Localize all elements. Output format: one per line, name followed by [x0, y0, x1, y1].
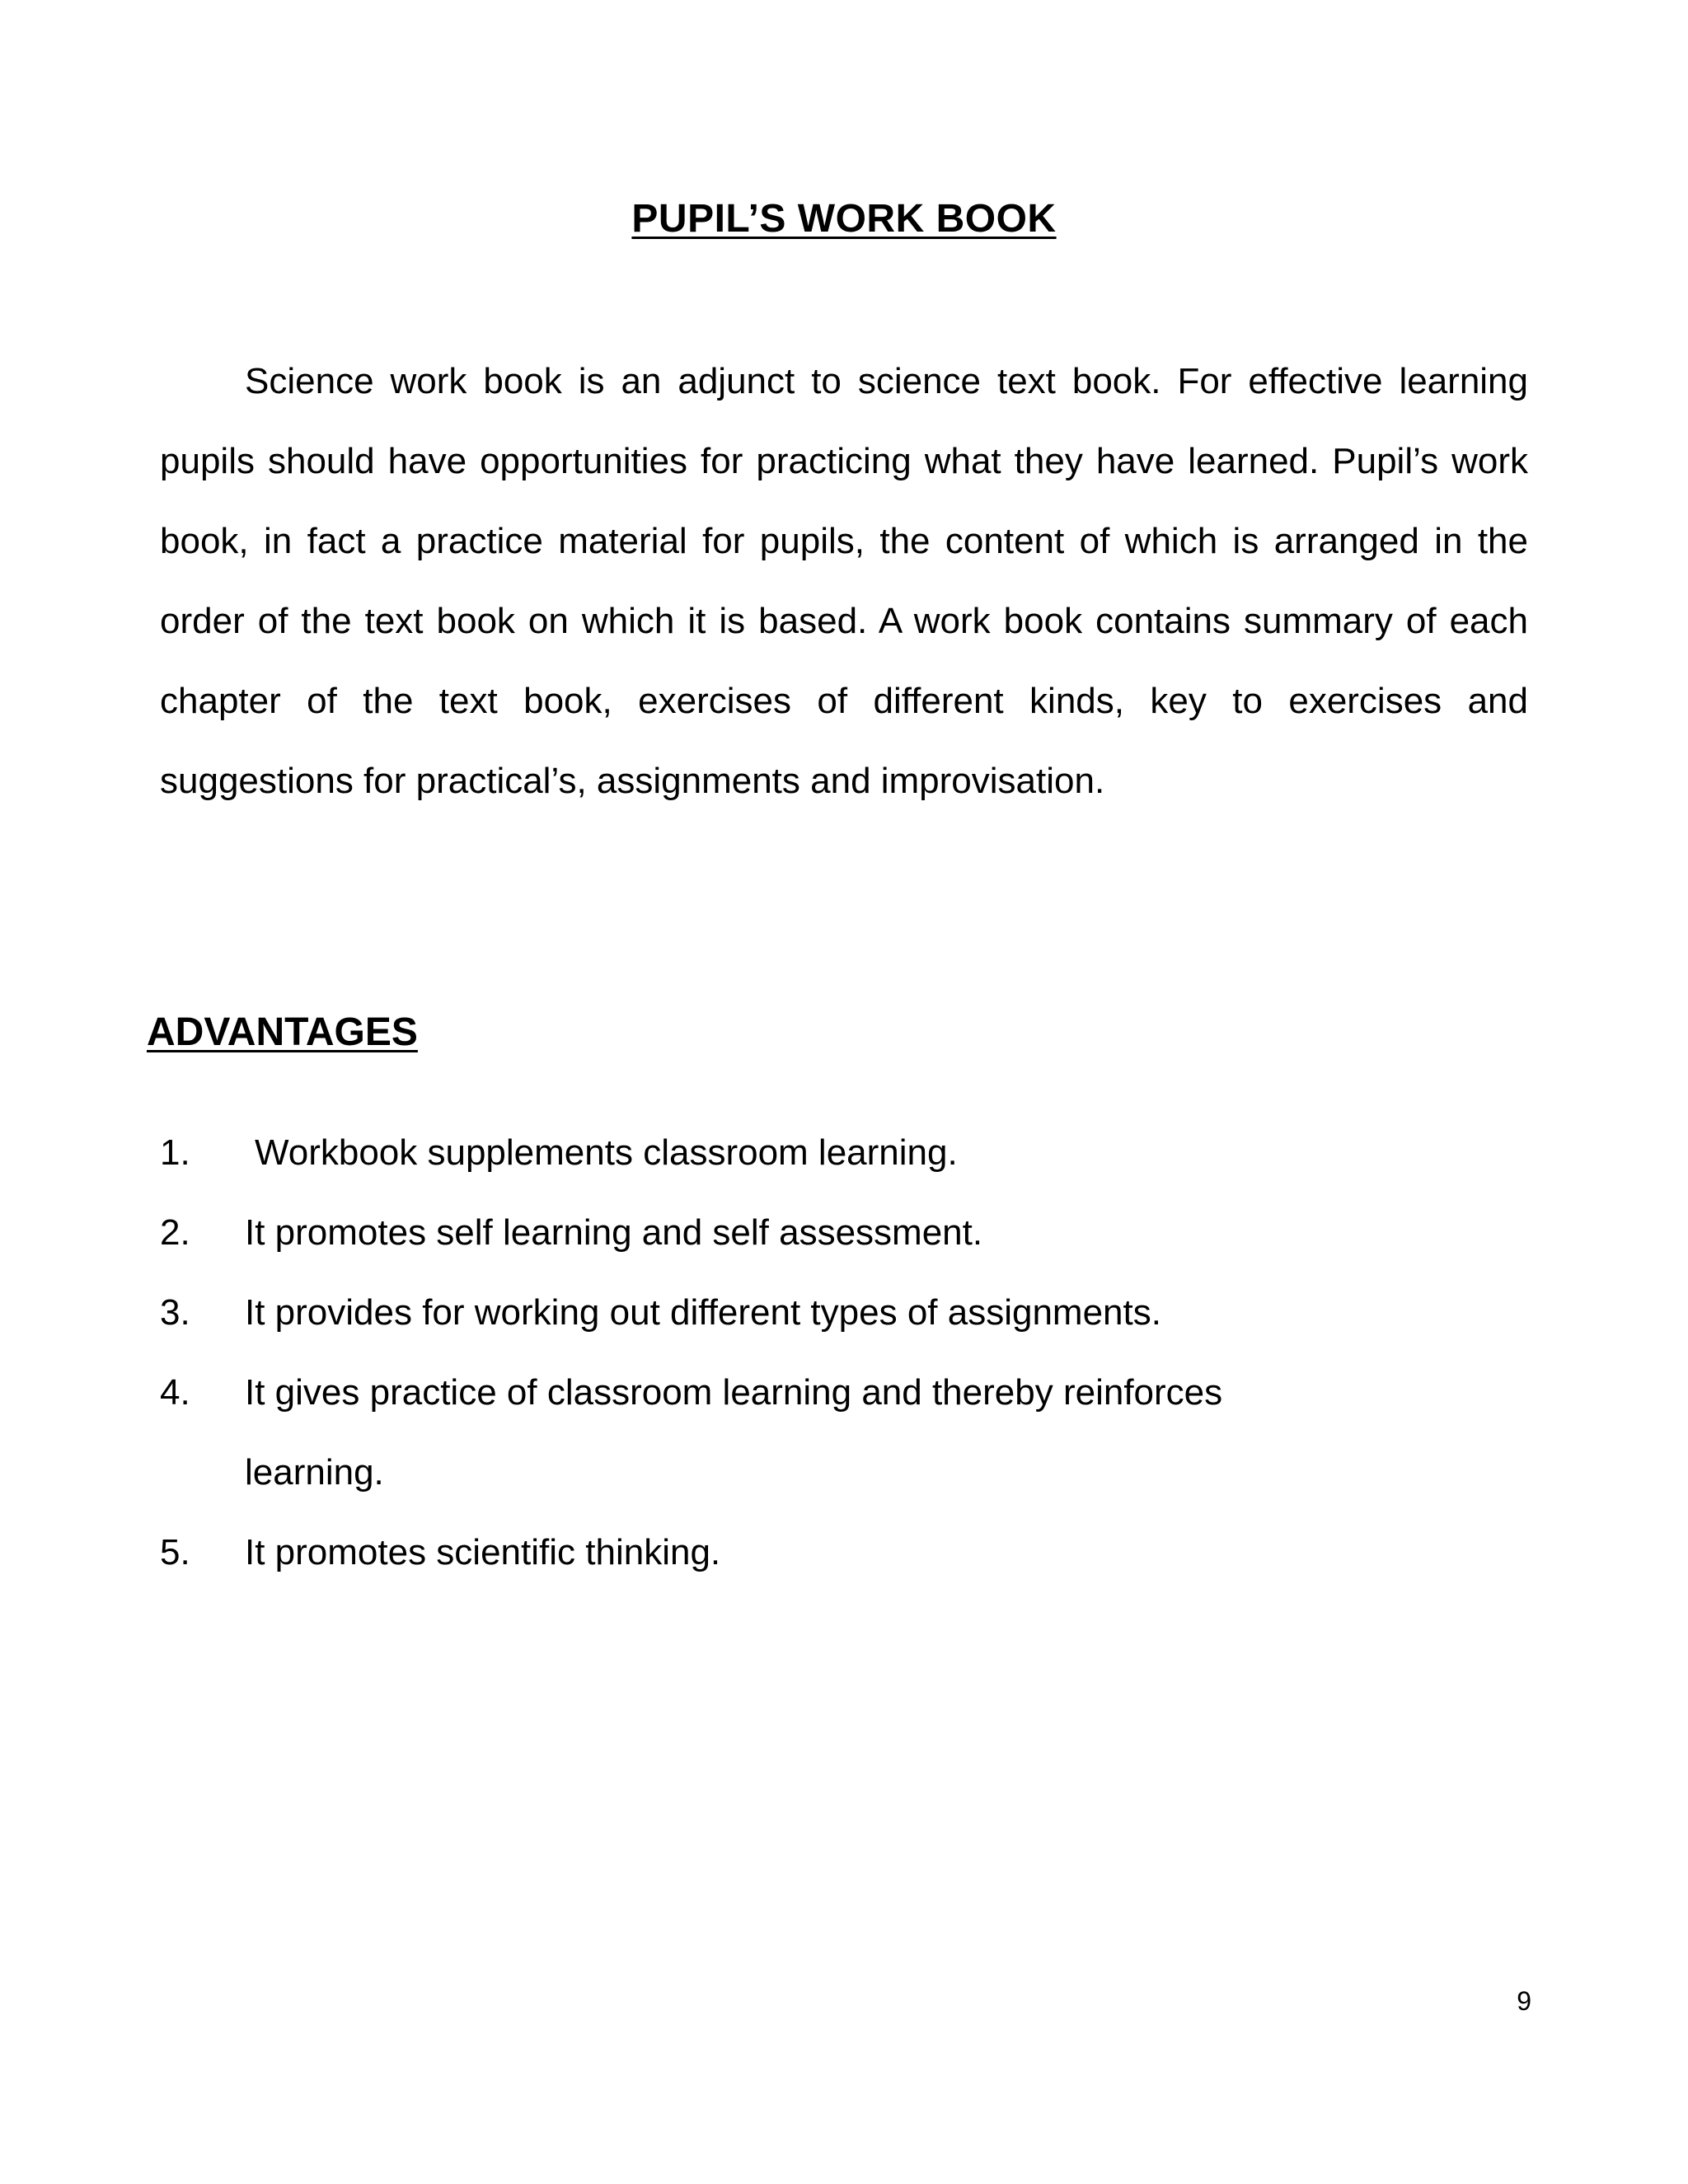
- list-item: [160, 1113, 1561, 1193]
- advantages-heading: ADVANTAGES: [147, 1010, 418, 1054]
- list-item: [160, 1512, 1561, 1592]
- list-item: [160, 1193, 1561, 1272]
- list-item-number: 2.: [160, 1212, 190, 1253]
- list-item-number: 3.: [160, 1292, 190, 1333]
- list-item-number: 1.: [160, 1132, 190, 1173]
- list-item-text: It provides for working out different types of assignments.: [245, 1292, 1161, 1333]
- list-item: [160, 1272, 1561, 1352]
- intro-paragraph: Science work book is an adjunct to science text book. For effective learning pupils should have opportunities for practicing what they have learned. Pupil’s work book, in fact a practice material for pupils, the content of which is arranged in the order of the text book on which it is based. A work book contains summary of each chapter of the text book, exercises of different kinds, key to exercises and suggestions for practical’s, assignments and improvisation.: [160, 361, 1528, 801]
- list-item-text: It promotes scientific thinking.: [245, 1532, 721, 1572]
- list-item-text: It promotes self learning and self assessment.: [245, 1212, 983, 1253]
- page-number: 9: [1517, 1986, 1531, 2016]
- list-item-number: 5.: [160, 1532, 190, 1572]
- advantages-list: [160, 1113, 1561, 1592]
- list-item-number: 4.: [160, 1372, 190, 1413]
- list-item-text: Workbook supplements classroom learning.: [255, 1132, 958, 1173]
- list-item: [160, 1352, 1561, 1512]
- list-item-text: It gives practice of classroom learning and thereby reinforces learning.: [245, 1372, 1223, 1493]
- page-title: PUPIL’S WORK BOOK: [631, 197, 1057, 241]
